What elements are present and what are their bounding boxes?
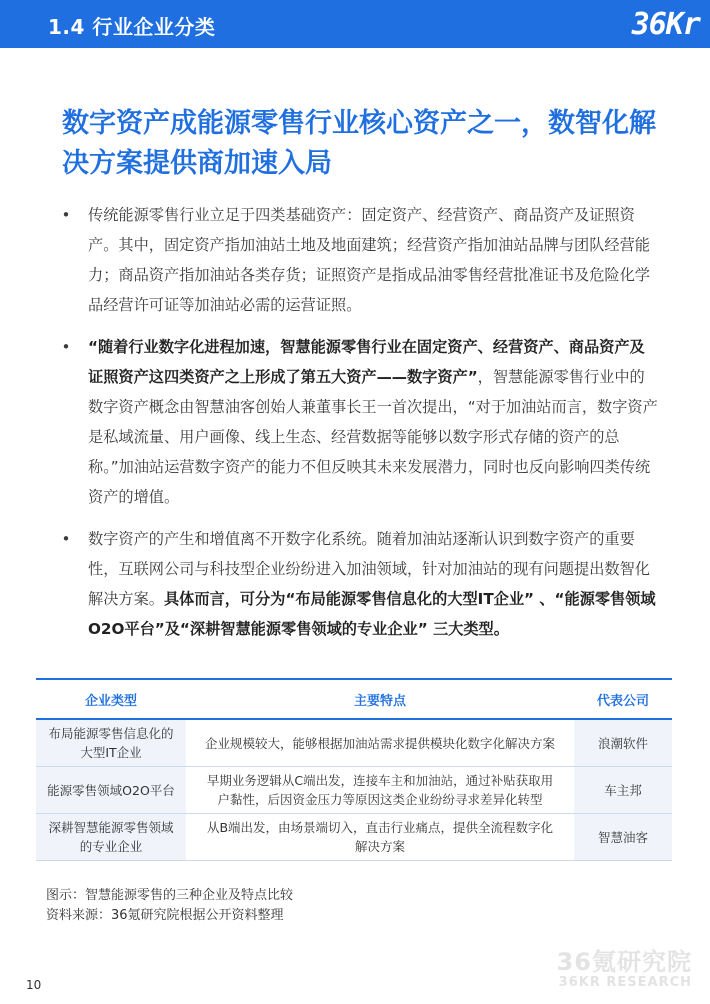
bullet-item (60, 200, 658, 320)
comparison-table (36, 678, 672, 861)
watermark (557, 942, 692, 990)
watermark-en: 36KR RESEARCH (558, 975, 692, 990)
bullet-item (60, 332, 658, 512)
bullet-text: ，智慧能源零售行业中的数字资产概念由智慧油客创始人兼董事长王一首次提出，“对于加油站而言，数字资产是私域流量、用户画像、线上生态、经营数据等能够以数字形式存储的资产的总称。”加油站运营数字资产的能力不但反映其未来发展潜力，同时也反向影响四类传统资产的增值。 (88, 368, 658, 506)
brand-logo (632, 4, 700, 44)
logo-text: 36Kr (631, 6, 700, 42)
table-row (36, 719, 672, 767)
header-bar (0, 0, 710, 48)
table-cell: 能源零售领域O2O平台 (36, 767, 186, 814)
bullet-dot-icon: • (61, 338, 71, 356)
bullet-dot-icon: • (61, 530, 71, 548)
watermark-cn: 36氪研究院 (556, 948, 692, 976)
table-cell: 布局能源零售信息化的大型IT企业 (36, 719, 186, 767)
caption-source: 资料来源：36氪研究院根据公开资料整理 (46, 908, 284, 923)
table-header-cell: 企业类型 (36, 679, 186, 719)
table-row (36, 814, 672, 861)
table-cell: 企业规模较大，能够根据加油站需求提供模块化数字化解决方案 (204, 735, 555, 751)
table-header-row (36, 679, 672, 719)
caption-figure: 图示：智慧能源零售的三种企业及特点比较 (46, 888, 294, 903)
page-headline: 数字资产成能源零售行业核心资产之一，数智化解决方案提供商加速入局 (62, 108, 656, 179)
bullet-text: 传统能源零售行业立足于四类基础资产：固定资产、经营资产、商品资产及证照资产。其中，固定资产指加油站土地及地面建筑；经营资产指加油站品牌与团队经营能力；商品资产指加油站各类存货；证照资产是指成品油零售经营批准证书及危险化学品经营许可证等加油站必需的运营证照。 (88, 206, 650, 314)
table-cell: 早期业务逻辑从C端出发，连接车主和加油站，通过补贴获取用户黏性，后因资金压力等原因这类企业纷纷寻求差异化转型 (206, 773, 554, 807)
bullet-bold-text: “随着行业数字化进程加速，智慧能源零售行业在固定资产、经营资产、商品资产及证照资产这四类资产之上形成了第五大资产——数字资产” (88, 338, 645, 386)
table-header-cell: 主要特点 (186, 679, 574, 719)
table-cell: 车主邦 (574, 767, 672, 814)
table-row (36, 767, 672, 814)
bullet-list (60, 200, 658, 656)
table-cell: 智慧油客 (574, 814, 672, 861)
bullet-bold-text: 具体而言，可分为“布局能源零售信息化的大型IT企业” 、“能源零售领域O2O平台”及“深耕智慧能源零售领域的专业企业” 三大类型。 (88, 590, 656, 638)
table-cell: 深耕智慧能源零售领域的专业企业 (36, 814, 186, 861)
table-header-cell: 代表公司 (574, 679, 672, 719)
table-cell: 从B端出发，由场景端切入，直击行业痛点，提供全流程数字化解决方案 (206, 820, 554, 854)
section-title: 1.4 行业企业分类 (48, 15, 216, 39)
page-number: 10 (26, 978, 42, 992)
bullet-item (60, 524, 658, 644)
bullet-text: 数字资产的产生和增值离不开数字化系统。随着加油站逐渐认识到数字资产的重要性，互联网公司与科技型企业纷纷进入加油领域，针对加油站的现有问题提出数智化解决方案。 (88, 530, 650, 608)
bullet-dot-icon: • (61, 206, 71, 224)
figure-caption (46, 886, 293, 926)
table-cell: 浪潮软件 (574, 719, 672, 767)
